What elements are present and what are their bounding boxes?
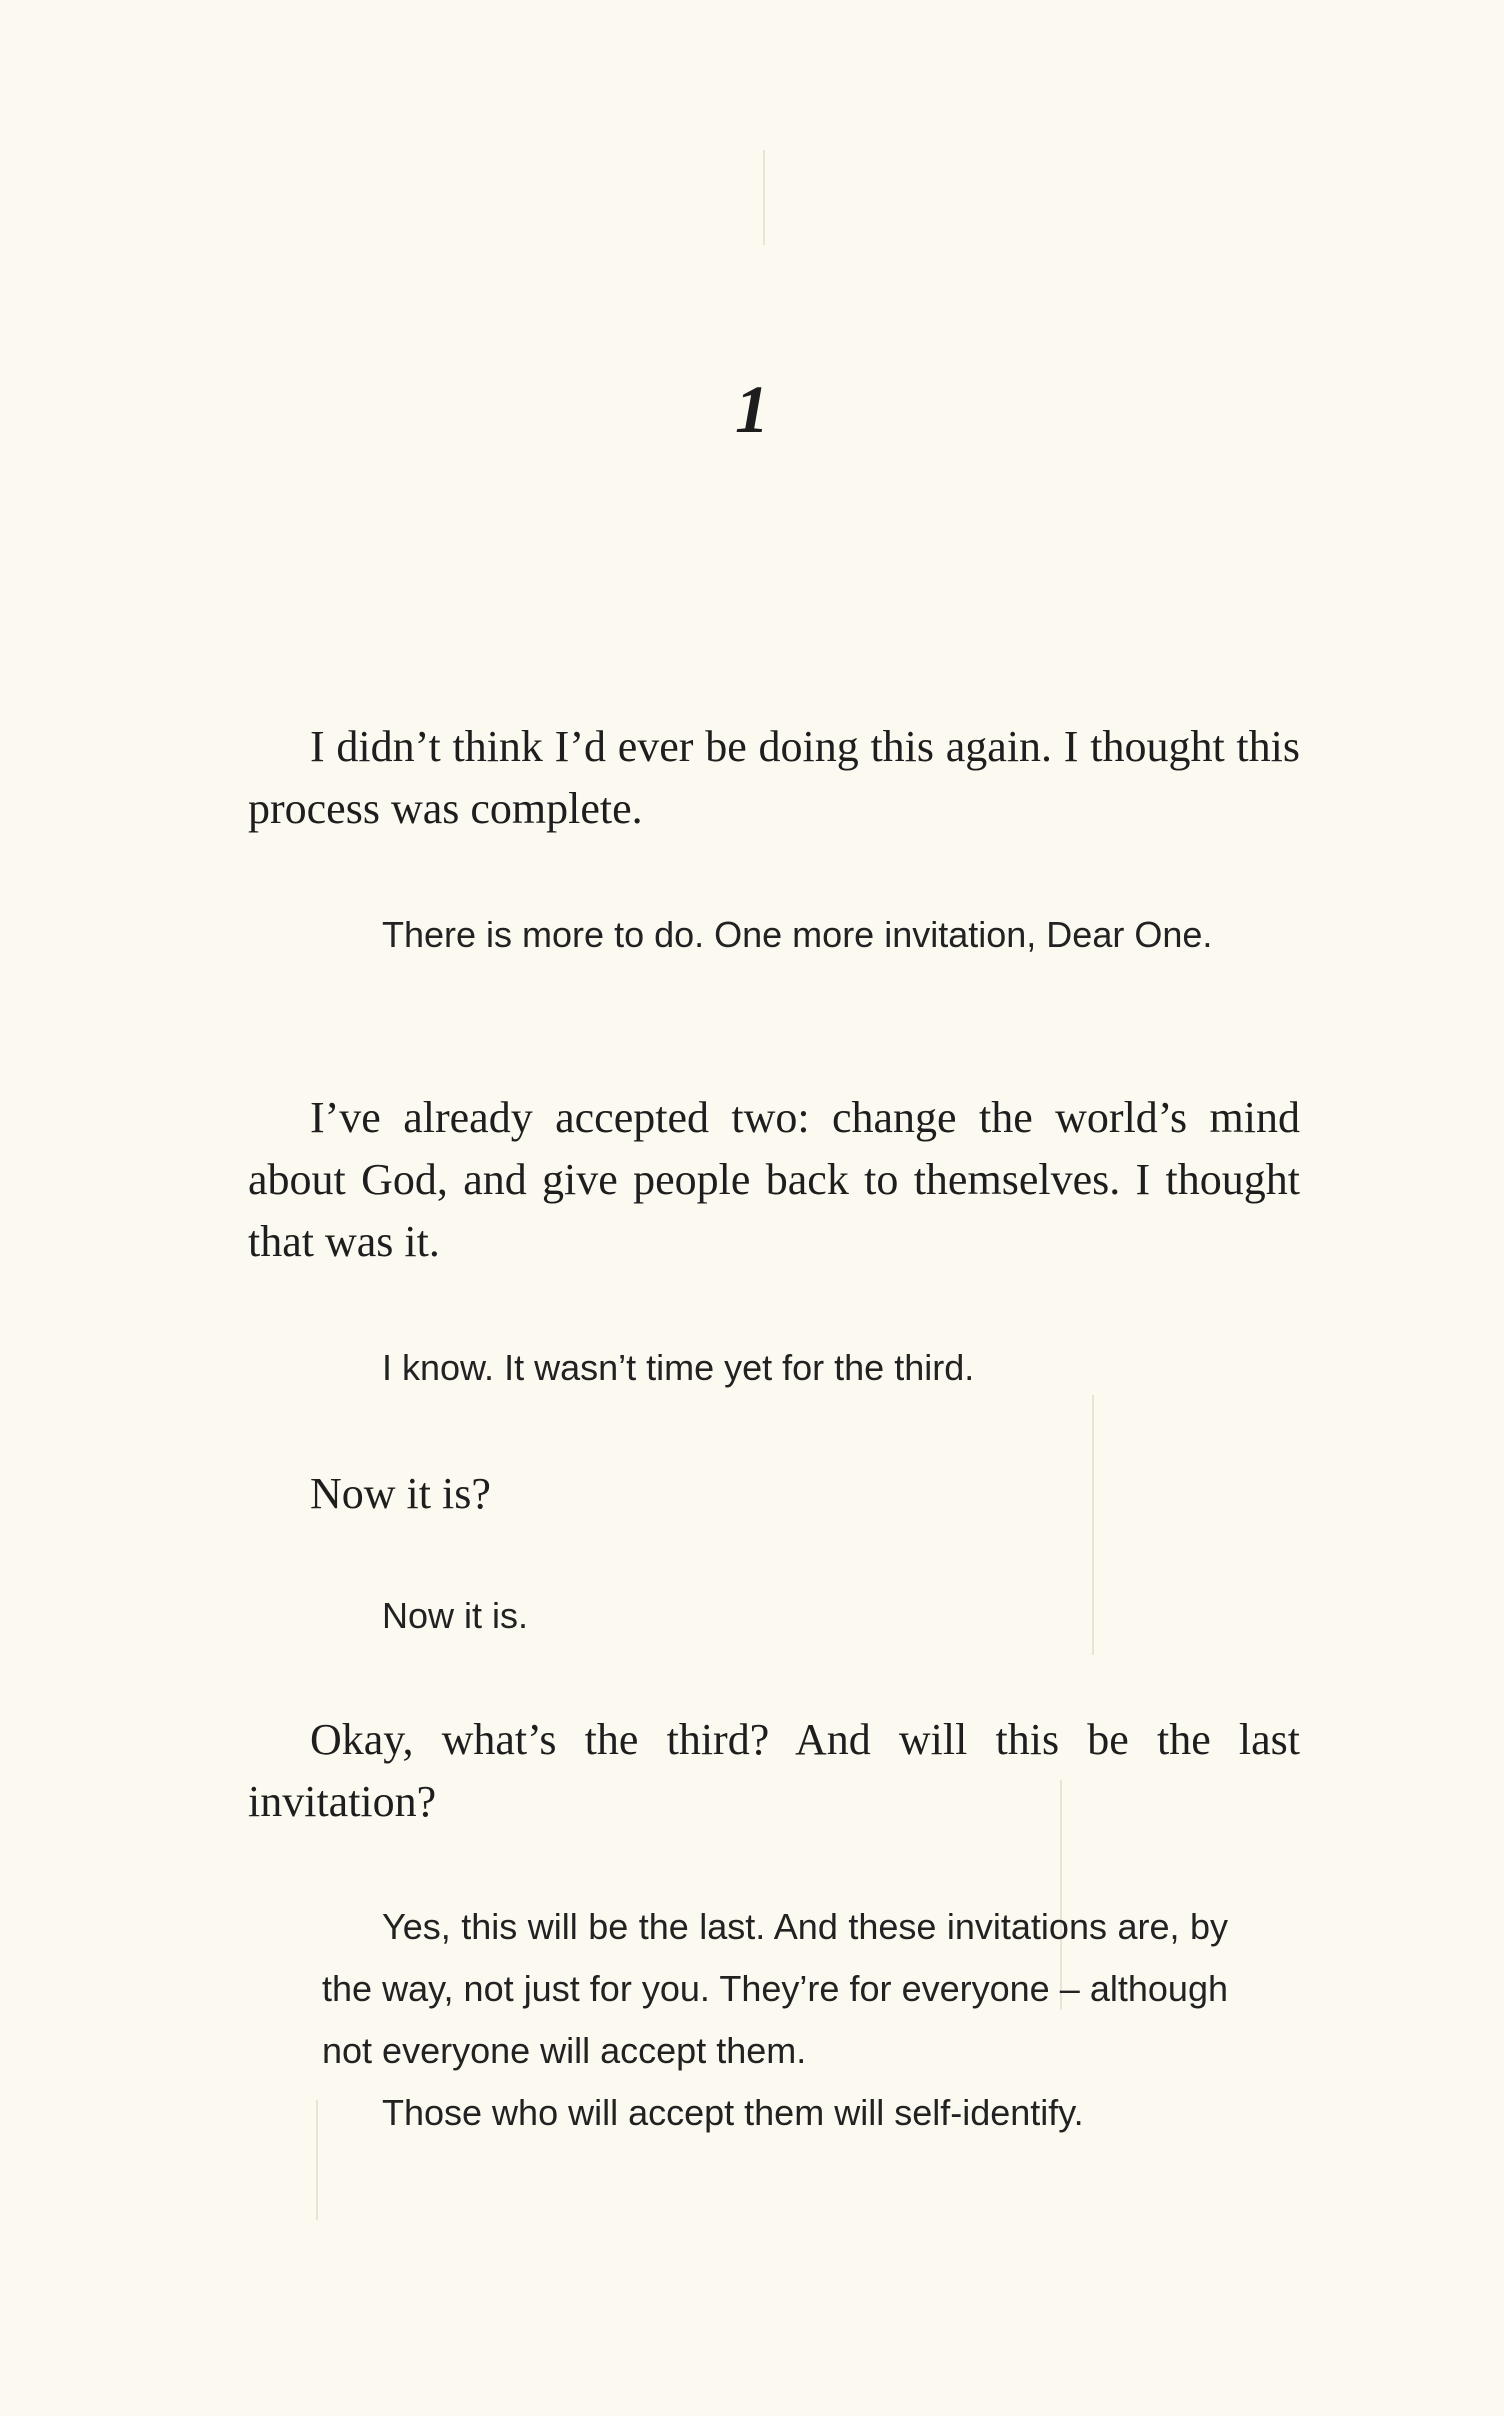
chapter-number: 1 [735, 371, 769, 447]
dialogue-god-passage [322, 1896, 1228, 2144]
dialogue-god-paragraph: Yes, this will be the last. And these invitations are, by the way, not just for you. They’re for everyone – although not everyone will accept them. [322, 1906, 1228, 2071]
dialogue-god-line: I know. It wasn’t time yet for the third. [382, 1347, 975, 1388]
scan-artifact [316, 2100, 318, 2220]
dialogue-human-line: Now it is? [310, 1469, 491, 1518]
dialogue-god-line: Now it is. [382, 1595, 529, 1636]
dialogue-god-paragraph: Those who will accept them will self-identify. [382, 2092, 1084, 2133]
dialogue-god-line: There is more to do. One more invitation, Dear One. [382, 914, 1213, 955]
dialogue-human-line: I didn’t think I’d ever be doing this again. I thought this process was complete. [248, 722, 1300, 833]
scan-artifact [763, 150, 765, 245]
dialogue-human-line: I’ve already accepted two: change the world’s mind about God, and give people back to themselves. I thought that was it. [248, 1093, 1300, 1266]
dialogue-human-line: Okay, what’s the third? And will this be the last invitation? [248, 1715, 1300, 1826]
